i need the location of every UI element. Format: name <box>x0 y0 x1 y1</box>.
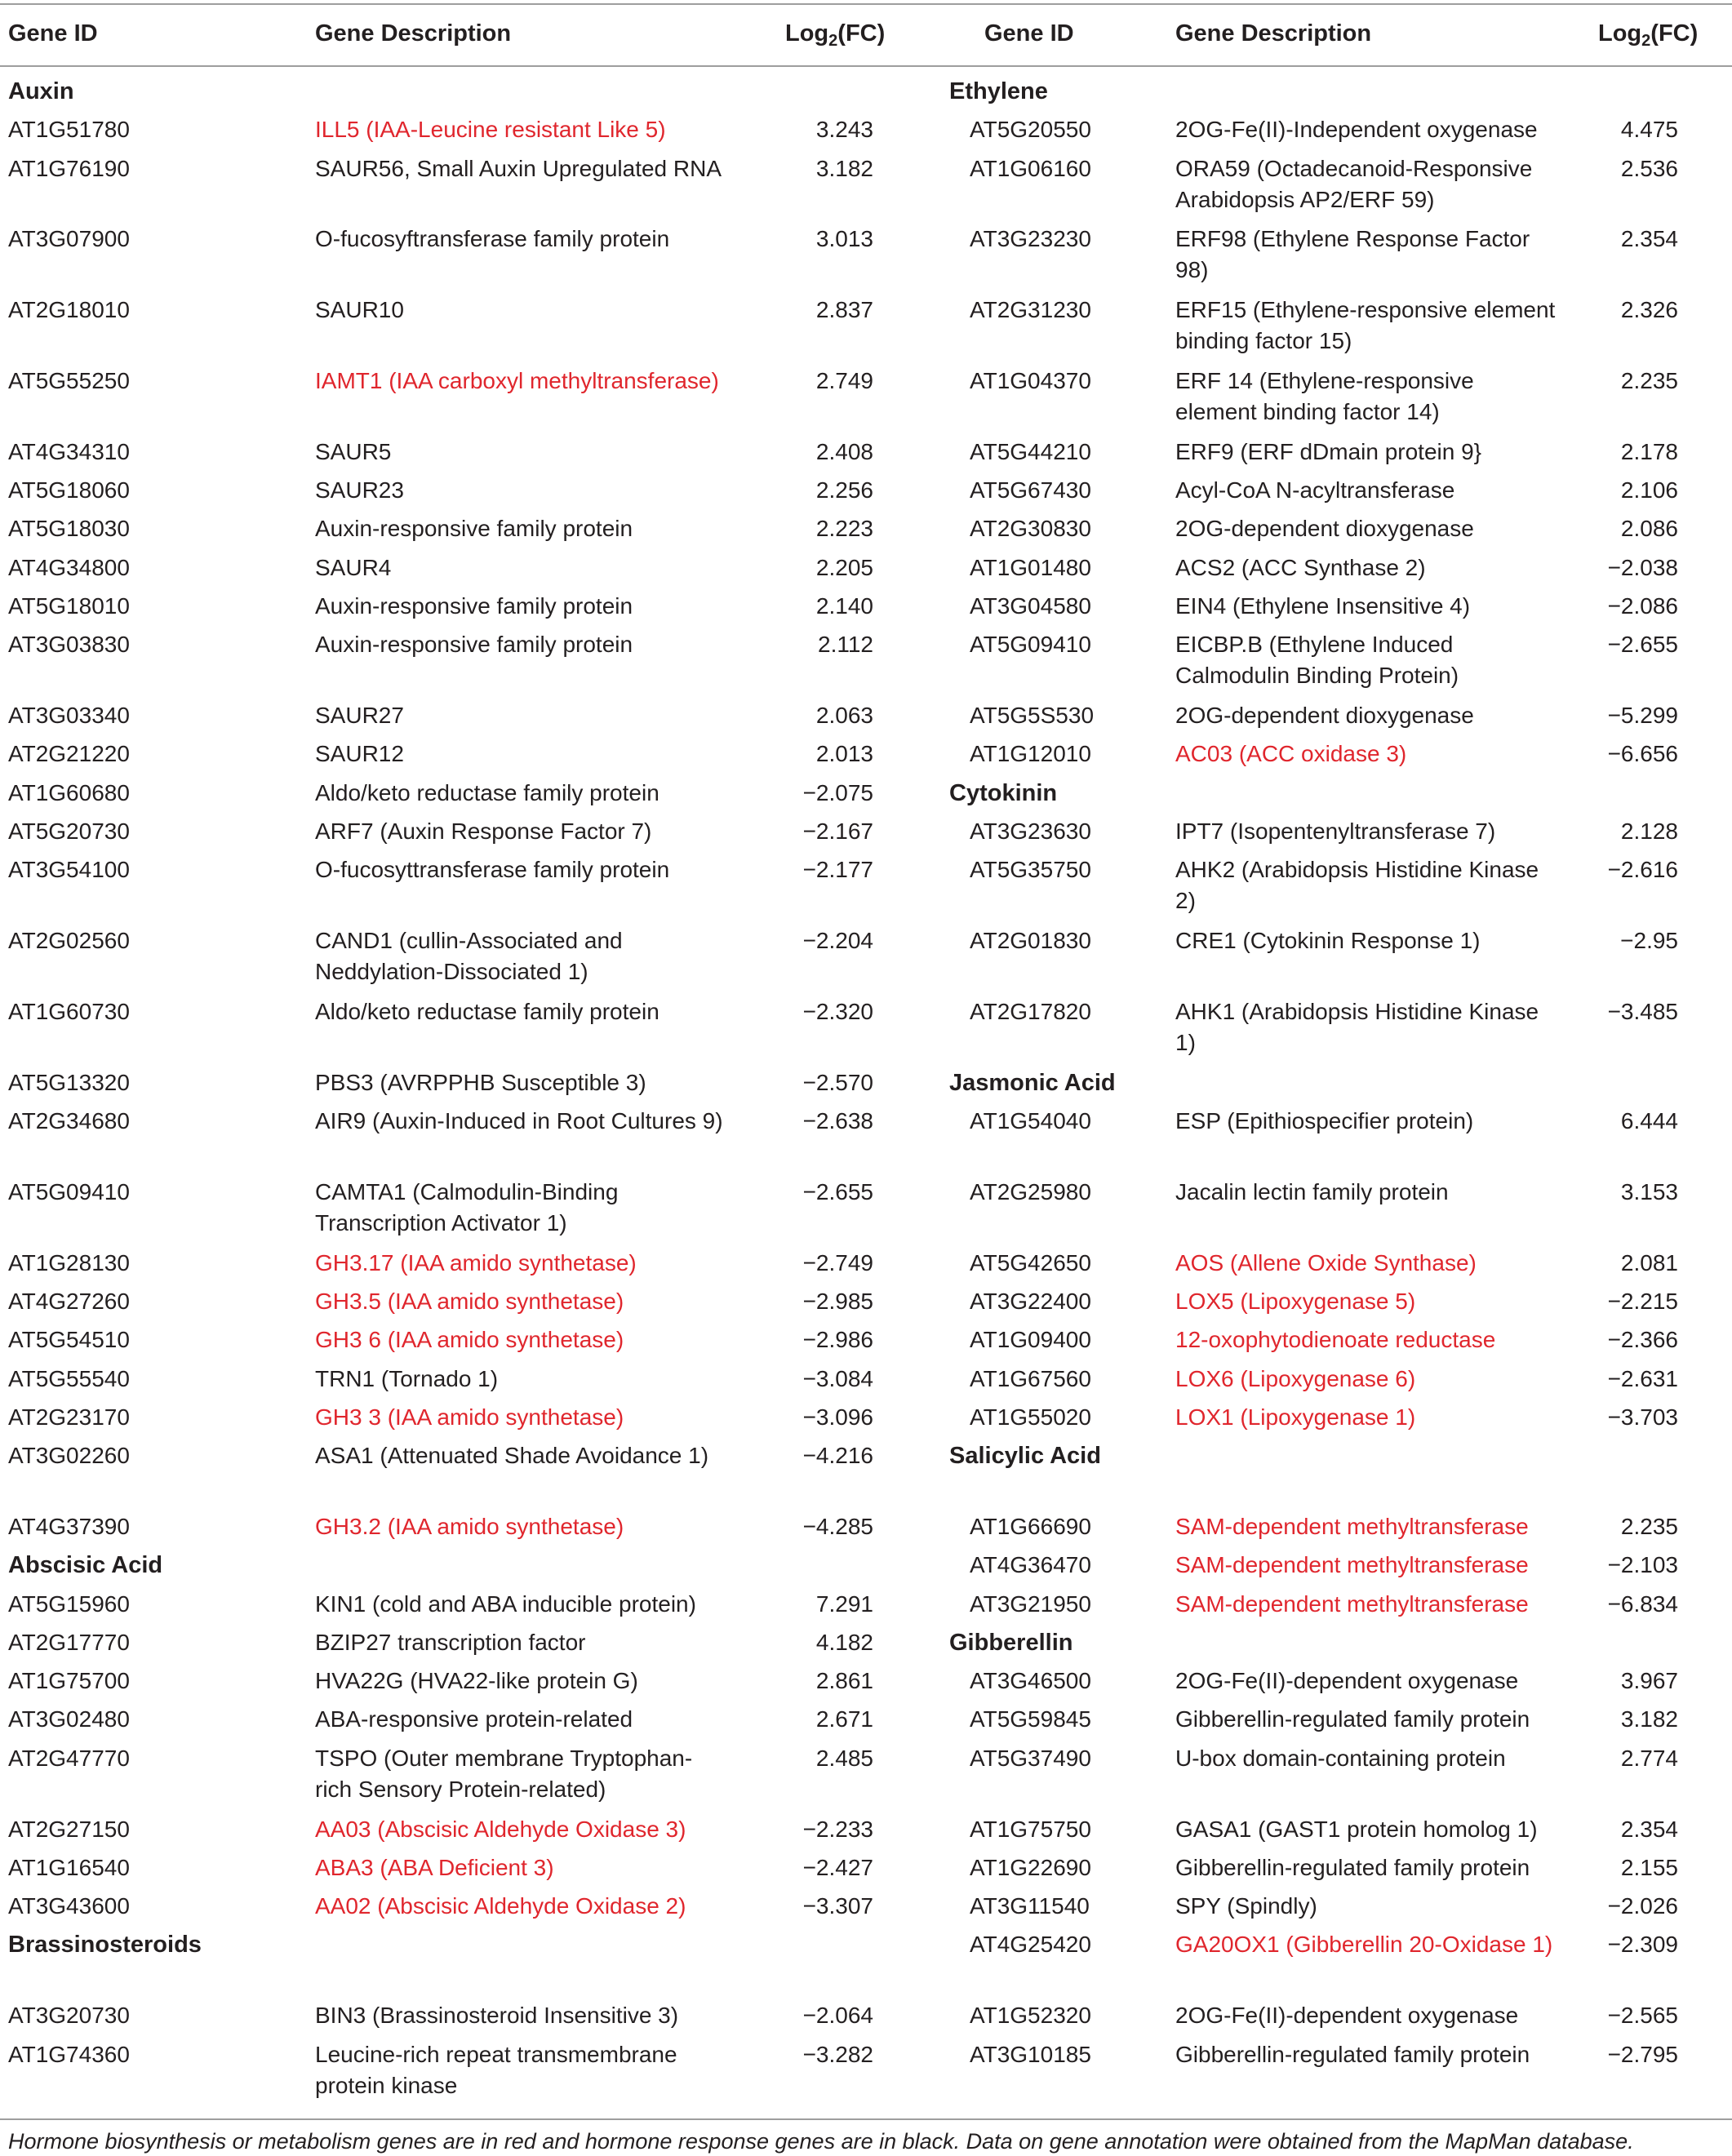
gene-id-cell: AT1G76190 <box>8 155 130 181</box>
gene-description-cell: ILL5 (IAA-Leucine resistant Like 5) <box>315 117 666 143</box>
log2fc-cell: 2.140 <box>815 593 873 619</box>
log2fc-cell: 2.178 <box>1620 438 1678 464</box>
gene-id-cell: AT1G55020 <box>970 1404 1091 1430</box>
gene-id-cell: AT1G60680 <box>8 779 130 805</box>
log2fc-cell: −5.299 <box>1607 703 1678 729</box>
gene-id-cell: AT5G20550 <box>970 117 1091 143</box>
gene-id-cell: AT1G04370 <box>970 368 1091 393</box>
gene-description-cell: PBS3 (AVRPPHB Susceptible 3) <box>315 1069 646 1095</box>
gene-description-cell: SAUR27 <box>315 703 404 729</box>
gene-id-cell: AT4G34310 <box>8 438 130 464</box>
category-heading: Ethylene <box>949 78 1048 104</box>
gene-id-cell: AT3G04580 <box>970 593 1091 619</box>
log2fc-cell: 2.536 <box>1620 155 1678 181</box>
gene-description-cell: GH3 6 (IAA amido synthetase) <box>315 1327 624 1353</box>
log2fc-cell: 2.408 <box>815 438 873 464</box>
log2fc-cell: 2.112 <box>818 632 873 658</box>
gene-description-cell: SAUR56, Small Auxin Upregulated RNA <box>315 155 722 181</box>
gene-id-cell: AT5G37490 <box>970 1745 1091 1771</box>
log2fc-cell: 2.837 <box>815 297 873 323</box>
gene-id-cell: AT5G42650 <box>970 1249 1091 1275</box>
log2fc-cell: 2.326 <box>1620 297 1678 323</box>
gene-id-cell: AT3G23630 <box>970 818 1091 844</box>
gene-id-cell: AT1G12010 <box>970 741 1091 767</box>
gene-id-cell: AT1G60730 <box>8 998 130 1024</box>
gene-id-cell: AT2G25980 <box>970 1178 1091 1204</box>
gene-id-cell: AT2G27150 <box>8 1816 130 1842</box>
gene-description-cell: LOX5 (Lipoxygenase 5) <box>1175 1288 1416 1314</box>
gene-description-cell: GA20OX1 (Gibberellin 20-Oxidase 1) <box>1175 1932 1553 1958</box>
gene-id-cell: AT3G54100 <box>8 857 130 883</box>
gene-id-cell: AT4G27260 <box>8 1288 130 1314</box>
log2fc-cell: −2.366 <box>1607 1327 1678 1353</box>
gene-description-cell: 2OG-Fe(II)-Independent oxygenase <box>1175 117 1538 143</box>
gene-description-cell: SAM-dependent methyltransferase <box>1175 1513 1529 1539</box>
gene-description-cell: SAUR4 <box>315 554 392 580</box>
gene-description-cell: GH3.5 (IAA amido synthetase) <box>315 1288 624 1314</box>
gene-description-cell: SAM-dependent methyltransferase <box>1175 1590 1529 1617</box>
log2fc-cell: 2.749 <box>815 368 873 393</box>
gene-id-cell: AT1G74360 <box>8 2041 130 2067</box>
gene-description-cell: ASA1 (Attenuated Shade Avoidance 1) <box>315 1443 709 1469</box>
log2fc-cell: 2.235 <box>1620 1513 1678 1539</box>
gene-id-cell: AT3G03340 <box>8 703 130 729</box>
gene-id-cell: AT1G75700 <box>8 1668 130 1694</box>
gene-description-cell: AIR9 (Auxin-Induced in Root Cultures 9) <box>315 1108 723 1133</box>
log2fc-cell: 2.256 <box>815 477 873 504</box>
log2fc-cell: 2.774 <box>1620 1745 1678 1771</box>
gene-id-cell: AT5G54510 <box>8 1327 130 1353</box>
gene-id-cell: AT2G01830 <box>970 928 1091 954</box>
log2fc-cell: −4.285 <box>802 1513 873 1539</box>
category-heading: Gibberellin <box>949 1629 1073 1656</box>
gene-id-cell: AT2G47770 <box>8 1745 130 1771</box>
gene-description-cell: O-fucosyttransferase family protein <box>315 857 670 883</box>
gene-id-cell: AT5G09410 <box>8 1178 130 1204</box>
gene-description-cell: ERF15 (Ethylene-responsive element binding factor 15) <box>1175 297 1556 354</box>
gene-description-cell: SAUR12 <box>315 741 404 767</box>
gene-id-cell: AT5G67430 <box>970 477 1091 504</box>
log2fc-cell: 4.475 <box>1620 117 1678 143</box>
gene-description-cell: CAMTA1 (Calmodulin-Binding Transcription Activator 1) <box>315 1178 619 1235</box>
gene-description-cell: SAUR23 <box>315 477 404 504</box>
gene-id-cell: AT3G22400 <box>970 1288 1091 1314</box>
log2fc-cell: −2.103 <box>1607 1552 1678 1578</box>
header-gene-id-left: Gene ID <box>8 20 98 47</box>
gene-description-cell: ERF 14 (Ethylene-responsive element binding factor 14) <box>1175 368 1474 424</box>
log2fc-cell: 7.291 <box>815 1590 873 1617</box>
gene-description-cell: SPY (Spindly) <box>1175 1893 1317 1919</box>
gene-description-cell: AC03 (ACC oxidase 3) <box>1175 741 1407 767</box>
gene-description-cell: Aldo/keto reductase family protein <box>315 998 659 1024</box>
log2fc-cell: −2.320 <box>802 998 873 1024</box>
category-heading: Jasmonic Acid <box>949 1069 1116 1096</box>
log2fc-cell: 6.444 <box>1620 1108 1678 1133</box>
gene-id-cell: AT1G51780 <box>8 117 130 143</box>
log2fc-cell: −2.565 <box>1607 2003 1678 2029</box>
gene-description-cell: EIN4 (Ethylene Insensitive 4) <box>1175 593 1471 619</box>
log2fc-cell: 2.155 <box>1620 1854 1678 1880</box>
gene-description-cell: LOX1 (Lipoxygenase 1) <box>1175 1404 1416 1430</box>
log2fc-cell: −2.631 <box>1607 1365 1678 1391</box>
gene-id-cell: AT2G17770 <box>8 1629 130 1655</box>
gene-description-cell: AA02 (Abscisic Aldehyde Oxidase 2) <box>315 1893 686 1919</box>
gene-id-cell: AT5G59845 <box>970 1706 1091 1732</box>
log2fc-cell: 2.354 <box>1620 226 1678 252</box>
gene-description-cell: CRE1 (Cytokinin Response 1) <box>1175 928 1481 954</box>
log2fc-cell: 3.182 <box>815 155 873 181</box>
gene-description-cell: LOX6 (Lipoxygenase 6) <box>1175 1365 1416 1391</box>
category-heading: Salicylic Acid <box>949 1443 1101 1470</box>
gene-description-cell: SAUR5 <box>315 438 392 464</box>
gene-description-cell: 2OG-Fe(II)-dependent oxygenase <box>1175 2003 1519 2029</box>
gene-description-cell: SAM-dependent methyltransferase <box>1175 1552 1529 1578</box>
gene-id-cell: AT1G06160 <box>970 155 1091 181</box>
log2fc-cell: 2.205 <box>815 554 873 580</box>
gene-id-cell: AT5G18030 <box>8 516 130 542</box>
header-gene-id-right: Gene ID <box>984 20 1074 47</box>
gene-description-cell: 12-oxophytodienoate reductase <box>1175 1327 1496 1353</box>
log2fc-cell: 2.671 <box>815 1706 873 1732</box>
log2fc-cell: 2.063 <box>815 703 873 729</box>
gene-description-cell: ERF9 (ERF dDmain protein 9} <box>1175 438 1482 464</box>
gene-description-cell: AOS (Allene Oxide Synthase) <box>1175 1249 1477 1275</box>
gene-id-cell: AT5G13320 <box>8 1069 130 1095</box>
gene-id-cell: AT4G25420 <box>970 1932 1091 1958</box>
gene-description-cell: Jacalin lectin family protein <box>1175 1178 1449 1204</box>
log2fc-cell: −6.834 <box>1607 1590 1678 1617</box>
gene-description-cell: BIN3 (Brassinosteroid Insensitive 3) <box>315 2003 679 2029</box>
log2fc-cell: −2.026 <box>1607 1893 1678 1919</box>
gene-id-cell: AT3G20730 <box>8 2003 130 2029</box>
gene-description-cell: GH3.2 (IAA amido synthetase) <box>315 1513 624 1539</box>
gene-id-cell: AT3G46500 <box>970 1668 1091 1694</box>
log2fc-cell: −2.616 <box>1607 857 1678 883</box>
log2fc-cell: −2.655 <box>1607 632 1678 658</box>
gene-description-cell: Auxin-responsive family protein <box>315 593 633 619</box>
log2fc-cell: 3.243 <box>815 117 873 143</box>
log2fc-cell: −3.485 <box>1607 998 1678 1024</box>
gene-id-cell: AT1G09400 <box>970 1327 1091 1353</box>
gene-description-cell: Auxin-responsive family protein <box>315 516 633 542</box>
gene-description-cell: AHK2 (Arabidopsis Histidine Kinase 2) <box>1175 857 1539 914</box>
gene-description-cell: GH3.17 (IAA amido synthetase) <box>315 1249 637 1275</box>
log2fc-cell: 2.485 <box>815 1745 873 1771</box>
header-description-right: Gene Description <box>1175 20 1372 47</box>
gene-description-cell: O-fucosyftransferase family protein <box>315 226 670 252</box>
gene-id-cell: AT2G17820 <box>970 998 1091 1024</box>
header-log2fc-right: Log$_2$(FC) <box>1598 20 1699 50</box>
log2fc-cell: −3.096 <box>802 1404 873 1430</box>
log2fc-cell: −2.985 <box>802 1288 873 1314</box>
gene-id-cell: AT3G07900 <box>8 226 130 252</box>
log2fc-cell: 3.967 <box>1620 1668 1678 1694</box>
table-bottom-rule <box>0 2118 1732 2120</box>
gene-id-cell: AT3G43600 <box>8 1893 130 1919</box>
category-heading: Auxin <box>8 78 74 104</box>
log2fc-cell: 2.013 <box>815 741 873 767</box>
gene-id-cell: AT4G34800 <box>8 554 130 580</box>
gene-description-cell: ABA-responsive protein-related <box>315 1706 633 1732</box>
gene-description-cell: 2OG-dependent dioxygenase <box>1175 703 1474 729</box>
gene-id-cell: AT1G28130 <box>8 1249 130 1275</box>
gene-description-cell: AA03 (Abscisic Aldehyde Oxidase 3) <box>315 1816 686 1842</box>
gene-description-cell: Acyl-CoA N-acyltransferase <box>1175 477 1455 504</box>
gene-id-cell: AT5G55540 <box>8 1365 130 1391</box>
gene-id-cell: AT3G21950 <box>970 1590 1091 1617</box>
log2fc-cell: −2.086 <box>1607 593 1678 619</box>
gene-id-cell: AT1G16540 <box>8 1854 130 1880</box>
gene-id-cell: AT4G36470 <box>970 1552 1091 1578</box>
gene-description-cell: ERF98 (Ethylene Response Factor 98) <box>1175 226 1530 283</box>
gene-id-cell: AT2G30830 <box>970 516 1091 542</box>
log2fc-cell: 3.153 <box>1620 1178 1678 1204</box>
header-log2fc-left: Log$_2$(FC) <box>785 20 886 50</box>
gene-id-cell: AT2G02560 <box>8 928 130 954</box>
table-top-rule <box>0 3 1732 5</box>
gene-id-cell: AT3G02480 <box>8 1706 130 1732</box>
gene-description-cell: ARF7 (Auxin Response Factor 7) <box>315 818 652 844</box>
log2fc-cell: 2.086 <box>1620 516 1678 542</box>
log2fc-cell: −2.233 <box>802 1816 873 1842</box>
gene-description-cell: Auxin-responsive family protein <box>315 632 633 658</box>
log2fc-cell: 2.235 <box>1620 368 1678 393</box>
log2fc-cell: −2.986 <box>802 1327 873 1353</box>
header-description-left: Gene Description <box>315 20 512 47</box>
gene-id-cell: AT1G75750 <box>970 1816 1091 1842</box>
gene-id-cell: AT1G54040 <box>970 1108 1091 1133</box>
gene-id-cell: AT1G01480 <box>970 554 1091 580</box>
gene-id-cell: AT4G37390 <box>8 1513 130 1539</box>
gene-description-cell: HVA22G (HVA22-like protein G) <box>315 1668 638 1694</box>
log2fc-cell: −6.656 <box>1607 741 1678 767</box>
table-footnote: Hormone biosynthesis or metabolism genes are in red and hormone response genes are in black. Data on gene annotation were obtained from the MapMan database. <box>8 2129 1634 2154</box>
log2fc-cell: −4.216 <box>802 1443 873 1469</box>
gene-description-cell: KIN1 (cold and ABA inducible protein) <box>315 1590 696 1617</box>
gene-id-cell: AT2G23170 <box>8 1404 130 1430</box>
log2fc-cell: 2.223 <box>815 516 873 542</box>
log2fc-cell: −3.282 <box>802 2041 873 2067</box>
gene-description-cell: Gibberellin-regulated family protein <box>1175 1706 1530 1732</box>
log2fc-cell: −3.703 <box>1607 1404 1678 1430</box>
log2fc-cell: −2.215 <box>1607 1288 1678 1314</box>
category-heading: Cytokinin <box>949 779 1058 806</box>
log2fc-cell: −2.167 <box>802 818 873 844</box>
log2fc-cell: −2.95 <box>1620 928 1678 954</box>
gene-description-cell: U-box domain-containing protein <box>1175 1745 1506 1771</box>
gene-description-cell: CAND1 (cullin-Associated and Neddylation-Dissociated 1) <box>315 928 623 985</box>
gene-description-cell: 2OG-Fe(II)-dependent oxygenase <box>1175 1668 1519 1694</box>
gene-id-cell: AT5G35750 <box>970 857 1091 883</box>
gene-id-cell: AT5G18060 <box>8 477 130 504</box>
log2fc-cell: 3.013 <box>815 226 873 252</box>
log2fc-cell: −2.427 <box>802 1854 873 1880</box>
category-heading: Abscisic Acid <box>8 1552 163 1579</box>
gene-description-cell: EICBP.B (Ethylene Induced Calmodulin Binding Protein) <box>1175 632 1459 689</box>
gene-description-cell: ACS2 (ACC Synthase 2) <box>1175 554 1426 580</box>
gene-description-cell: Gibberellin-regulated family protein <box>1175 1854 1530 1880</box>
gene-description-cell: ESP (Epithiospecifier protein) <box>1175 1108 1474 1133</box>
gene-id-cell: AT1G67560 <box>970 1365 1091 1391</box>
gene-description-cell: ABA3 (ABA Deficient 3) <box>315 1854 554 1880</box>
log2fc-cell: −2.177 <box>802 857 873 883</box>
log2fc-cell: 2.861 <box>815 1668 873 1694</box>
gene-description-cell: AHK1 (Arabidopsis Histidine Kinase 1) <box>1175 998 1539 1055</box>
log2fc-cell: −2.570 <box>802 1069 873 1095</box>
gene-id-cell: AT5G55250 <box>8 368 130 393</box>
log2fc-cell: 4.182 <box>815 1629 873 1655</box>
gene-id-cell: AT3G02260 <box>8 1443 130 1469</box>
gene-id-cell: AT2G31230 <box>970 297 1091 323</box>
gene-description-cell: GH3 3 (IAA amido synthetase) <box>315 1404 624 1430</box>
gene-id-cell: AT3G03830 <box>8 632 130 658</box>
gene-id-cell: AT5G18010 <box>8 593 130 619</box>
log2fc-cell: 2.106 <box>1620 477 1678 504</box>
log2fc-cell: 2.081 <box>1620 1249 1678 1275</box>
gene-id-cell: AT1G52320 <box>970 2003 1091 2029</box>
log2fc-cell: −2.075 <box>802 779 873 805</box>
gene-id-cell: AT1G66690 <box>970 1513 1091 1539</box>
gene-description-cell: GASA1 (GAST1 protein homolog 1) <box>1175 1816 1538 1842</box>
gene-id-cell: AT3G23230 <box>970 226 1091 252</box>
gene-description-cell: Aldo/keto reductase family protein <box>315 779 659 805</box>
gene-description-cell: ORA59 (Octadecanoid-Responsive Arabidopsis AP2/ERF 59) <box>1175 155 1533 212</box>
gene-id-cell: AT1G22690 <box>970 1854 1091 1880</box>
gene-description-cell: Leucine-rich repeat transmembrane protein kinase <box>315 2041 677 2098</box>
gene-description-cell: TSPO (Outer membrane Tryptophan-rich Sensory Protein-related) <box>315 1745 693 1802</box>
gene-description-cell: SAUR10 <box>315 297 404 323</box>
log2fc-cell: −2.749 <box>802 1249 873 1275</box>
log2fc-cell: 2.354 <box>1620 1816 1678 1842</box>
log2fc-cell: −2.655 <box>802 1178 873 1204</box>
gene-id-cell: AT2G18010 <box>8 297 130 323</box>
gene-description-cell: Gibberellin-regulated family protein <box>1175 2041 1530 2067</box>
log2fc-cell: −3.084 <box>802 1365 873 1391</box>
gene-id-cell: AT3G10185 <box>970 2041 1091 2067</box>
gene-id-cell: AT3G11540 <box>970 1893 1090 1919</box>
gene-id-cell: AT2G34680 <box>8 1108 130 1133</box>
header-rule <box>0 65 1732 67</box>
log2fc-cell: −3.307 <box>802 1893 873 1919</box>
log2fc-cell: −2.064 <box>802 2003 873 2029</box>
gene-description-cell: 2OG-dependent dioxygenase <box>1175 516 1474 542</box>
log2fc-cell: 2.128 <box>1620 818 1678 844</box>
log2fc-cell: −2.795 <box>1607 2041 1678 2067</box>
category-heading: Brassinosteroids <box>8 1932 202 1959</box>
gene-id-cell: AT5G15960 <box>8 1590 130 1617</box>
gene-description-cell: IAMT1 (IAA carboxyl methyltransferase) <box>315 368 719 393</box>
log2fc-cell: −2.309 <box>1607 1932 1678 1958</box>
gene-description-cell: TRN1 (Tornado 1) <box>315 1365 499 1391</box>
gene-id-cell: AT2G21220 <box>8 741 130 767</box>
gene-id-cell: AT5G09410 <box>970 632 1091 658</box>
log2fc-cell: −2.638 <box>802 1108 873 1133</box>
gene-description-cell: BZIP27 transcription factor <box>315 1629 586 1655</box>
gene-id-cell: AT5G5S530 <box>970 703 1095 729</box>
log2fc-cell: 3.182 <box>1620 1706 1678 1732</box>
log2fc-cell: −2.038 <box>1607 554 1678 580</box>
log2fc-cell: −2.204 <box>802 928 873 954</box>
gene-id-cell: AT5G20730 <box>8 818 130 844</box>
gene-description-cell: IPT7 (Isopentenyltransferase 7) <box>1175 818 1496 844</box>
gene-id-cell: AT5G44210 <box>970 438 1091 464</box>
